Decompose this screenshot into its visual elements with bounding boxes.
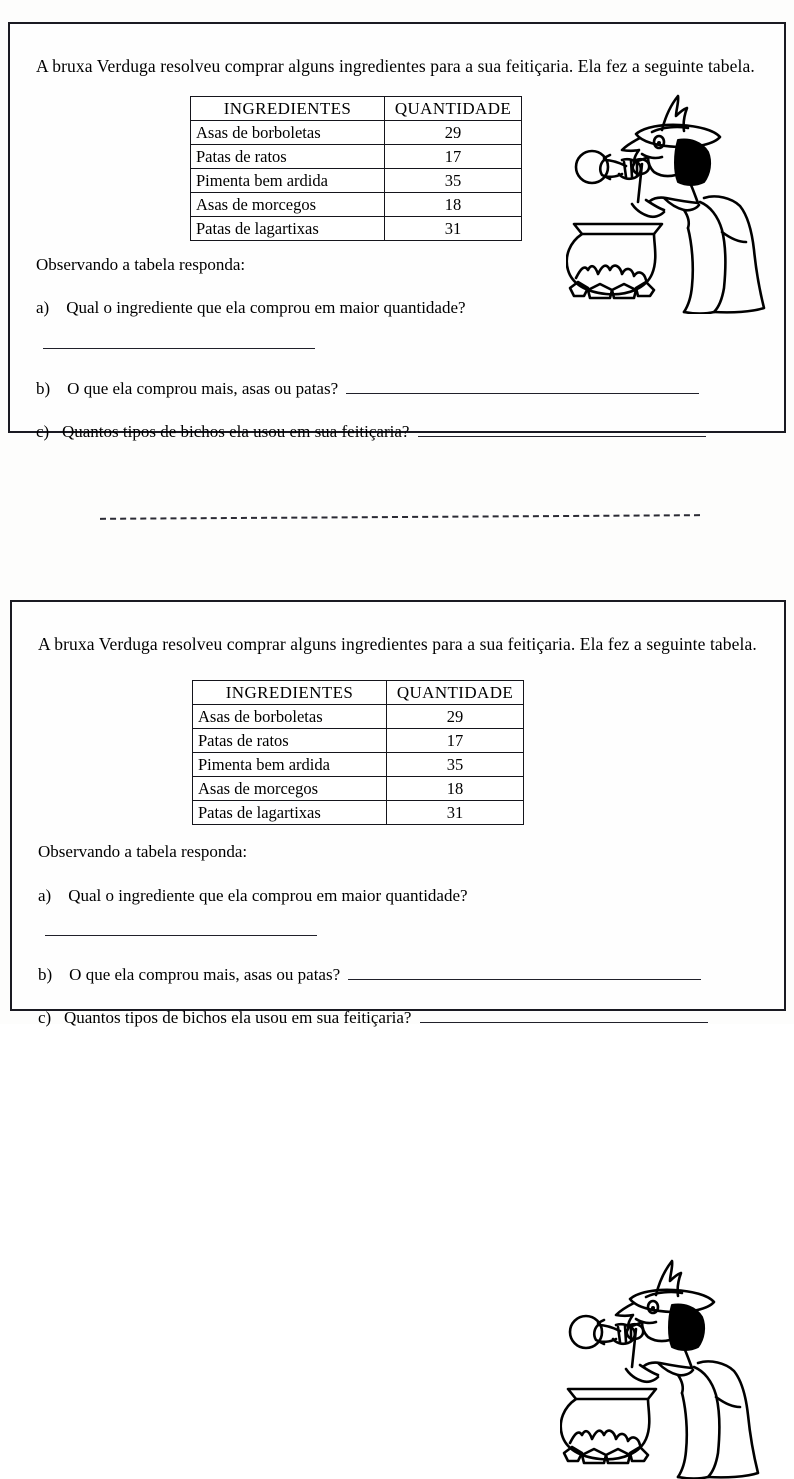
cell-ingrediente: Asas de morcegos [191, 193, 385, 217]
question-a-label: a) [36, 298, 50, 317]
table-row [191, 145, 522, 169]
worksheet-copy-1 [8, 22, 786, 441]
table-row [191, 193, 522, 217]
cell-ingrediente: Asas de morcegos [193, 777, 387, 801]
table-row [191, 217, 522, 241]
table-header-ingredientes: INGREDIENTES [193, 681, 387, 705]
question-b-text: O que ela comprou mais, asas ou patas? [67, 379, 339, 398]
table-row [193, 801, 524, 825]
cell-quantidade: 18 [387, 777, 524, 801]
question-a [38, 886, 468, 906]
question-c-text: Quantos tipos de bichos ela usou em sua feitiçaria? [63, 1008, 412, 1027]
worksheet-copy-2 [10, 600, 786, 1027]
cell-ingrediente: Patas de ratos [191, 145, 385, 169]
cell-ingrediente: Patas de lagartixas [193, 801, 387, 825]
witch-illustration [560, 1247, 772, 1479]
cell-quantidade: 18 [385, 193, 522, 217]
table-row [193, 729, 524, 753]
cell-quantidade: 35 [385, 169, 522, 193]
answer-line-a[interactable] [45, 935, 317, 936]
cell-quantidade: 29 [385, 121, 522, 145]
question-b-label: b) [38, 965, 53, 984]
cell-ingrediente: Patas de ratos [193, 729, 387, 753]
ingredients-table-wrapper [190, 96, 522, 241]
table-row [193, 777, 524, 801]
answer-line-b[interactable] [346, 381, 699, 394]
question-c-text: Quantos tipos de bichos ela usou em sua feitiçaria? [61, 422, 410, 441]
cell-ingrediente: Asas de borboletas [191, 121, 385, 145]
cell-quantidade: 17 [385, 145, 522, 169]
table-header-ingredientes: INGREDIENTES [191, 97, 385, 121]
answer-line-b[interactable] [348, 967, 701, 980]
question-c [38, 1008, 708, 1028]
question-b-label: b) [36, 379, 51, 398]
ingredients-table [190, 96, 522, 241]
ingredients-table-wrapper [192, 680, 524, 825]
table-header-row [193, 681, 524, 705]
question-c-label: c) [38, 1008, 52, 1027]
table-header-quantidade: QUANTIDADE [387, 681, 524, 705]
cell-quantidade: 29 [387, 705, 524, 729]
answer-line-a[interactable] [43, 348, 315, 349]
intro-paragraph: A bruxa Verduga resolveu comprar alguns ingredientes para a sua feitiçaria. Ela fez a seguinte tabela. [36, 55, 755, 76]
observe-prompt: Observando a tabela responda: [38, 842, 248, 861]
table-row [191, 169, 522, 193]
question-c [36, 422, 706, 442]
question-a-text: Qual o ingrediente que ela comprou em maior quantidade? [66, 298, 466, 317]
witch-illustration [566, 82, 778, 314]
cell-ingrediente: Asas de borboletas [193, 705, 387, 729]
cell-quantidade: 31 [387, 801, 524, 825]
table-row [193, 705, 524, 729]
question-a-text: Qual o ingrediente que ela comprou em maior quantidade? [68, 886, 468, 905]
ingredients-table [192, 680, 524, 825]
answer-line-c[interactable] [420, 1010, 708, 1023]
observe-prompt: Observando a tabela responda: [36, 255, 246, 274]
answer-line-c[interactable] [418, 424, 706, 437]
intro-paragraph: A bruxa Verduga resolveu comprar alguns ingredientes para a sua feitiçaria. Ela fez a seguinte tabela. [38, 633, 757, 654]
question-b [38, 965, 701, 985]
cell-ingrediente: Patas de lagartixas [191, 217, 385, 241]
cell-quantidade: 31 [385, 217, 522, 241]
cell-quantidade: 17 [387, 729, 524, 753]
table-header-row [191, 97, 522, 121]
cell-ingrediente: Pimenta bem ardida [193, 753, 387, 777]
question-c-label: c) [36, 422, 50, 441]
table-row [193, 753, 524, 777]
question-b [36, 379, 699, 399]
question-b-text: O que ela comprou mais, asas ou patas? [69, 965, 341, 984]
table-header-quantidade: QUANTIDADE [385, 97, 522, 121]
table-row [191, 121, 522, 145]
cell-quantidade: 35 [387, 753, 524, 777]
cut-line-divider [100, 514, 700, 520]
question-a [36, 298, 466, 318]
question-a-label: a) [38, 886, 52, 905]
cell-ingrediente: Pimenta bem ardida [191, 169, 385, 193]
